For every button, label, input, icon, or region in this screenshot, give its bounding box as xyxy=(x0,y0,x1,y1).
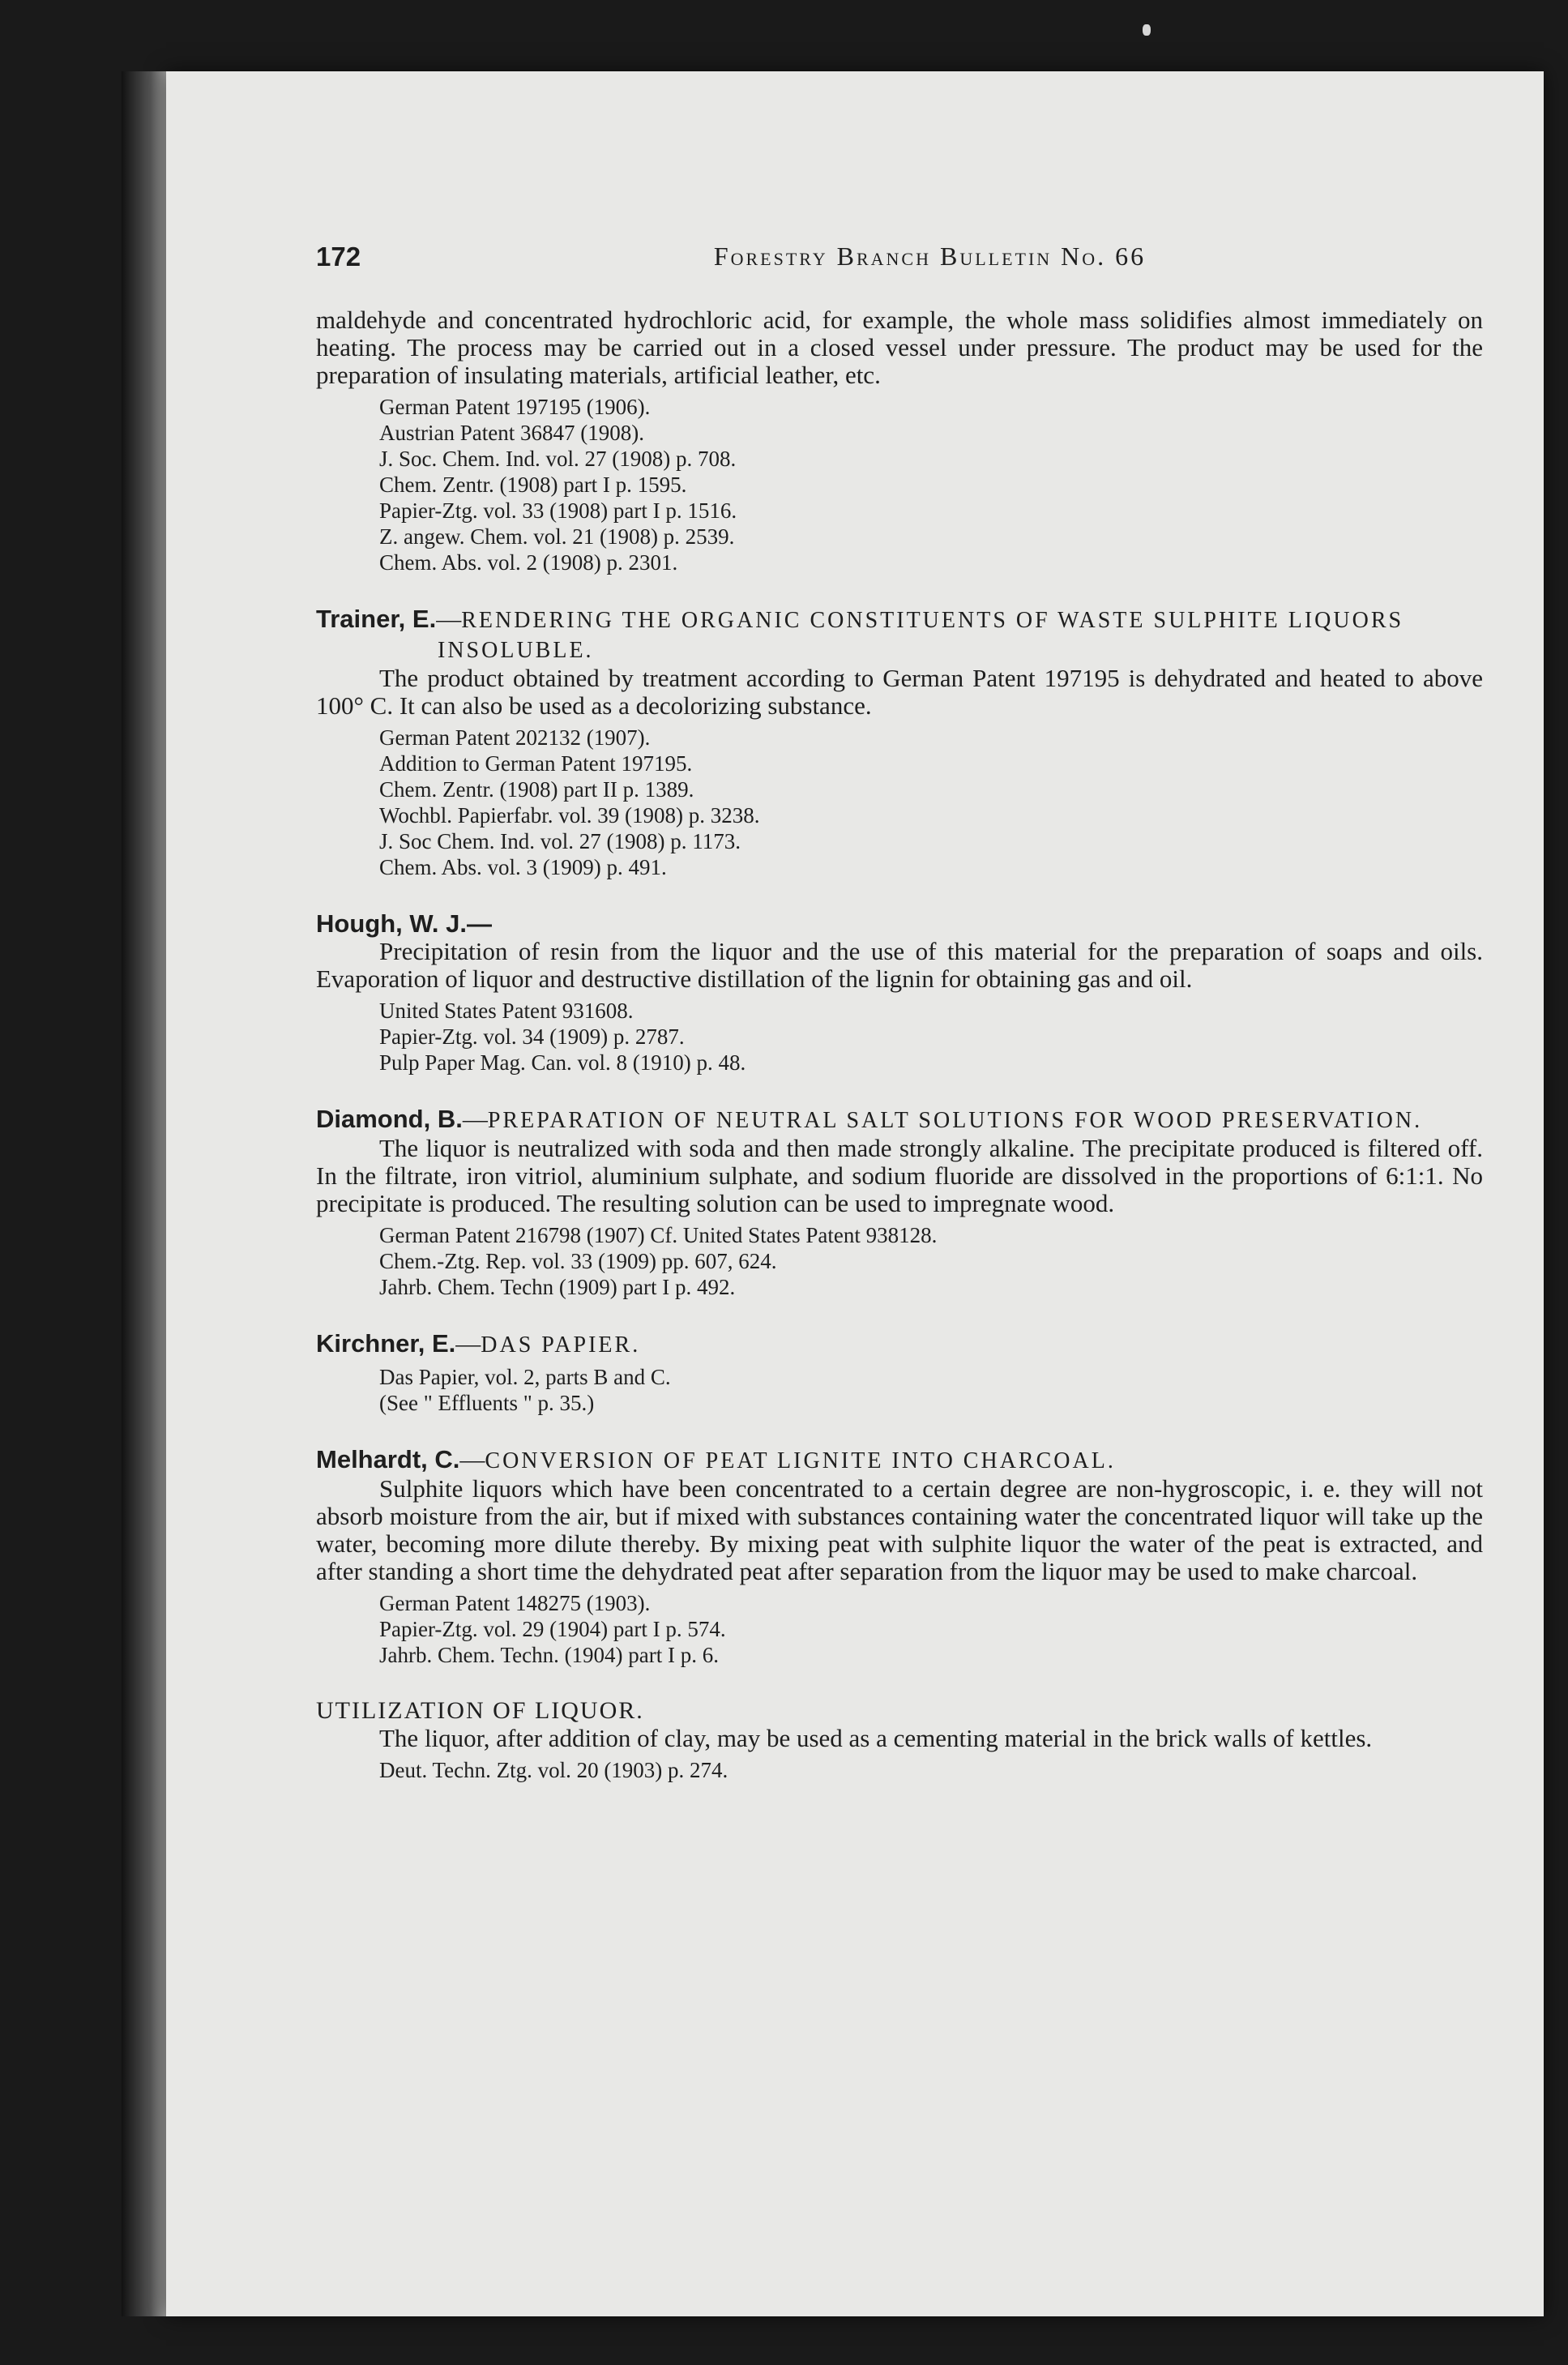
entry-diamond xyxy=(316,1105,1483,1300)
reference: Chem. Zentr. (1908) part II p. 1389. xyxy=(379,777,694,802)
entry-hough xyxy=(316,909,1483,1076)
reference: Chem. Zentr. (1908) part I p. 1595. xyxy=(379,473,687,497)
reference: Wochbl. Papierfabr. vol. 39 (1908) p. 3238. xyxy=(379,803,760,828)
reference: United States Patent 931608. xyxy=(379,999,634,1023)
entry-references xyxy=(379,725,1483,880)
entry-references xyxy=(379,998,1483,1076)
intro-paragraph: maldehyde and concentrated hydrochloric acid, for example, the whole mass solidifies almost immediately on heating. The process may be carried out in a closed vessel under pressure. The product may be used for the preparation of insulating materials, artificial leather, etc. xyxy=(316,306,1483,389)
section-utilization xyxy=(316,1697,1483,1783)
entry-references xyxy=(379,1590,1483,1668)
entry-text: Sulphite liquors which have been concentrated to a certain degree are non-hygroscopic, i. e. they will not absorb moisture from the air, but if mixed with substances containing water the concentrated liquor will take up the water, becoming more dilute thereby. By mixing peat with sulphite liquor the water of the peat is extracted, and after standing a short time the dehydrated peat after separation from the liquor may be used to make charcoal. xyxy=(316,1474,1483,1585)
reference: (See " Effluents " p. 35.) xyxy=(379,1391,595,1415)
reference: J. Soc Chem. Ind. vol. 27 (1908) p. 1173. xyxy=(379,829,741,853)
reference: Addition to German Patent 197195. xyxy=(379,751,693,776)
reference: Chem. Abs. vol. 3 (1909) p. 491. xyxy=(379,855,667,879)
reference: Jahrb. Chem. Techn. (1904) part I p. 6. xyxy=(379,1643,720,1667)
entry-title: CONVERSION OF PEAT LIGNITE INTO CHARCOAL. xyxy=(485,1448,1116,1473)
reference: J. Soc. Chem. Ind. vol. 27 (1908) p. 708. xyxy=(379,447,737,471)
reference: Chem.-Ztg. Rep. vol. 33 (1909) pp. 607, 624. xyxy=(379,1249,777,1273)
entry-heading xyxy=(316,1105,1483,1135)
section-references xyxy=(379,1757,1483,1783)
entry-author: Trainer, E. xyxy=(316,605,437,633)
dash: — xyxy=(462,1105,488,1133)
entry-title: DAS PAPIER. xyxy=(481,1332,641,1358)
scan-artifact xyxy=(1143,24,1151,36)
entry-trainer xyxy=(316,605,1483,880)
entry-author: Diamond, B. xyxy=(316,1105,463,1133)
entry-author: Melhardt, C. xyxy=(316,1445,460,1473)
section-text: The liquor, after addition of clay, may be used as a cementing material in the brick walls of kettles. xyxy=(379,1724,1373,1752)
entry-title: RENDERING THE ORGANIC CONSTITUENTS OF WASTE SULPHITE LIQUORS INSOLUBLE. xyxy=(438,608,1404,663)
reference: Das Papier, vol. 2, parts B and C. xyxy=(379,1365,671,1389)
reference: Papier-Ztg. vol. 34 (1909) p. 2787. xyxy=(379,1024,685,1049)
entry-text: Precipitation of resin from the liquor and the use of this material for the preparation of soaps and oils. Evaporation of liquor and destructive distillation of the lignin for obtaining gas and oil. xyxy=(316,937,1483,993)
running-head: Forestry Branch Bulletin No. 66 xyxy=(713,242,1147,271)
entry-text: The product obtained by treatment according to German Patent 197195 is dehydrated and heated to above 100° C. It can also be used as a decolorizing substance. xyxy=(316,664,1483,720)
page-number: 172 xyxy=(316,242,361,272)
entry-kirchner xyxy=(316,1329,1483,1416)
dash: — xyxy=(436,605,462,633)
reference: Z. angew. Chem. vol. 21 (1908) p. 2539. xyxy=(379,524,735,549)
dash: — xyxy=(455,1329,481,1358)
reference: Deut. Techn. Ztg. vol. 20 (1903) p. 274. xyxy=(379,1758,728,1782)
entry-heading xyxy=(316,605,1483,665)
reference: German Patent 202132 (1907). xyxy=(379,725,651,750)
entry-heading xyxy=(316,909,1483,938)
dash: — xyxy=(459,1445,485,1473)
entry-references xyxy=(379,1222,1483,1300)
reference: Papier-Ztg. vol. 29 (1904) part I p. 574. xyxy=(379,1617,726,1641)
entry-melhardt xyxy=(316,1445,1483,1668)
entry-heading xyxy=(316,1445,1483,1475)
reference: Chem. Abs. vol. 2 (1908) p. 2301. xyxy=(379,550,678,575)
scan-binding-edge xyxy=(122,71,170,2316)
page-content xyxy=(316,306,1483,1783)
document-page xyxy=(166,71,1544,2316)
intro-references xyxy=(379,394,1483,575)
entry-heading xyxy=(316,1329,1483,1359)
page-header xyxy=(316,242,1455,290)
entry-text: The liquor is neutralized with soda and then made strongly alkaline. The precipitate produced is filtered off. In the filtrate, iron vitriol, aluminium sulphate, and sodium fluoride are dissolved in the proportions of 6:1:1. No precipitate is produced. The resulting solution can be used to impregnate wood. xyxy=(316,1134,1483,1217)
entry-references xyxy=(379,1364,1483,1416)
entry-title: PREPARATION OF NEUTRAL SALT SOLUTIONS FOR WOOD PRESERVATION. xyxy=(487,1108,1423,1133)
reference: Jahrb. Chem. Techn (1909) part I p. 492. xyxy=(379,1275,736,1299)
section-heading: UTILIZATION OF LIQUOR. xyxy=(316,1697,644,1724)
reference: German Patent 148275 (1903). xyxy=(379,1591,651,1615)
entry-author: Hough, W. J.— xyxy=(316,909,492,938)
reference: German Patent 216798 (1907) Cf. United States Patent 938128. xyxy=(379,1223,938,1247)
entry-author: Kirchner, E. xyxy=(316,1329,456,1358)
reference: Papier-Ztg. vol. 33 (1908) part I p. 1516. xyxy=(379,498,737,523)
reference: Austrian Patent 36847 (1908). xyxy=(379,421,644,445)
reference: German Patent 197195 (1906). xyxy=(379,395,651,419)
reference: Pulp Paper Mag. Can. vol. 8 (1910) p. 48. xyxy=(379,1050,746,1075)
intro-continuation xyxy=(316,306,1483,575)
